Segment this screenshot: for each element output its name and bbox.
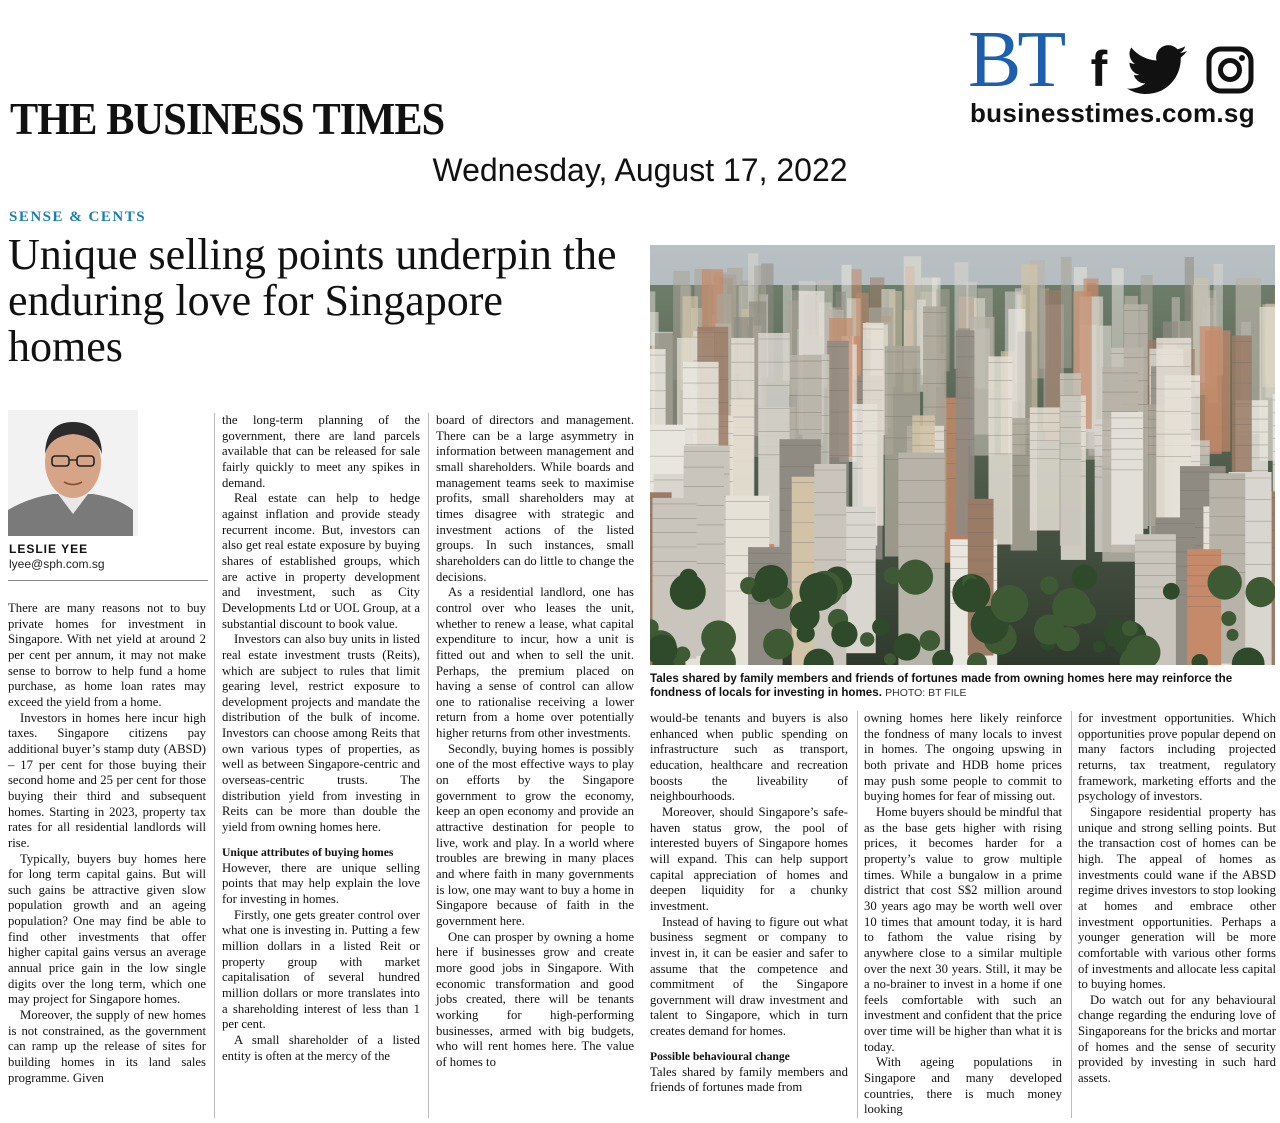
paragraph: Real estate can help to hedge against inflation and provide steady recurrent income. But, investors can also get real estate exposure by buying shares of established groups, which are active in property development and investment, such as City Developments Ltd or UOL Group, at a substantial discount to book value. bbox=[222, 491, 420, 631]
column-rule bbox=[214, 413, 215, 1118]
paragraph: As a residential landlord, one has control over who leases the unit, whether to renew a lease, what capital expenditure to incur, how a unit is fitted out and when to sell the unit. Perhaps, the premium placed on having a sense of control can allow one to rationalise receiving a lower return from a home over potentially higher returns from other investments. bbox=[436, 585, 634, 741]
publication-date: Wednesday, August 17, 2022 bbox=[432, 152, 848, 188]
masthead: THE BUSINESS TIMES bbox=[10, 93, 445, 144]
tree-shape bbox=[1163, 583, 1180, 600]
skyline-illustration bbox=[650, 245, 1275, 665]
paragraph: Do watch out for any behavioural change regarding the enduring love of Singaporeans for the bricks and mortar of homes and the sense of security provided by investing in such hard assets. bbox=[1078, 992, 1276, 1086]
paragraph: Investors can also buy units in listed real estate investment trusts (Reits), which are subject to rules that limit gearing level, restrict exposure to development projects and mandate the distribution of the bulk of income. Investors can choose among Reits that own various types of properties, as well as between Singapore-centric and overseas-centric trusts. The distribution yield from investing in Reits can be more than double the yield from owning homes here. bbox=[222, 632, 420, 835]
author-portrait bbox=[8, 410, 208, 536]
tree-shape bbox=[991, 585, 1029, 623]
tree-shape bbox=[872, 618, 889, 635]
paragraph: Investors in homes here incur high taxes. Singapore citizens pay additional buyer’s stamp duty (ABSD) – 17 per cent for those buying their second home and 25 per cent for those buying their third and subsequent homes. Starting in 2023, property tax rates for all residential landlords will rise. bbox=[8, 710, 206, 850]
article-column-5 bbox=[864, 711, 1062, 1118]
tree-shape bbox=[1246, 577, 1276, 607]
city-skyline-photo bbox=[650, 245, 1275, 665]
paragraph: for investment opportunities. Which opportunities prove popular depend on many factors including projected returns, tax treatment, regulatory framework, marketing efforts and the psychology of investors. bbox=[1078, 711, 1276, 804]
tree-shape bbox=[1221, 611, 1236, 626]
tree-shape bbox=[1122, 621, 1138, 637]
paragraph: Instead of having to figure out what business segment or company to invest in, it can be easier and safer to assume that the competence and commitment of the Singapore government will draw investment and talent to Singapore, which in turn creates demand for homes. bbox=[650, 914, 848, 1039]
tree-shape bbox=[884, 653, 896, 665]
tree-shape bbox=[1227, 629, 1239, 641]
paragraph: the long-term planning of the government, there are land parcels available that can be released for sale fairly quickly to meet any spikes in demand. bbox=[222, 413, 420, 490]
tree-shape bbox=[860, 632, 874, 646]
facebook-icon[interactable]: f bbox=[1090, 41, 1108, 97]
column-rule bbox=[857, 711, 858, 1118]
paragraph: Home buyers should be mindful that as the base gets higher with rising prices, it becomes harder for a property’s value to grow multiple times. While a bungalow in a prime district that cost S$2 million around 30 years ago may be worth well over 10 times that amount today, it is hard to fathom the value rising by anywhere close to a similar multiple over the next 30 years. Still, it may be a no-brainer to invest in a home if one feels comfortable with such an investment and confident that the price over time will be higher than what it is today. bbox=[864, 804, 1062, 1054]
article-headline: Unique selling points underpin the enduring love for Singapore homes bbox=[8, 230, 617, 371]
building-shape bbox=[898, 453, 944, 665]
building-shape bbox=[1200, 326, 1222, 454]
paragraph: Tales shared by family members and friends of fortunes made from bbox=[650, 1064, 848, 1095]
author-email[interactable]: lyee@sph.com.sg bbox=[9, 557, 105, 571]
paragraph: Moreover, the supply of new homes is not constrained, as the government can ramp up the release of sites for building homes in its land sales programme. Given bbox=[8, 1008, 206, 1085]
paragraph: With ageing populations in Singapore and many developed countries, there is much money looking bbox=[864, 1055, 1062, 1117]
bt-logo: BT bbox=[968, 16, 1063, 104]
paragraph: A small shareholder of a listed entity is often at the mercy of the bbox=[222, 1032, 420, 1063]
article-column-1 bbox=[8, 601, 206, 1086]
paragraph: owning homes here likely reinforce the fondness of many locals to invest in homes. The ongoing upswing in both private and HDB home prices may push some people to commit to buying homes for fear of missing out. bbox=[864, 711, 1062, 804]
tree-shape bbox=[1072, 565, 1097, 590]
tree-shape bbox=[1208, 565, 1242, 599]
tree-shape bbox=[754, 565, 788, 599]
article-column-4 bbox=[650, 711, 848, 1096]
paragraph: Firstly, one gets greater control over what one is investing in. Putting a few million dollars in a listed Reit or property group with market capitalisation of several hundred million dollars or more translates into a shareholding interest of less than 1 per cent. bbox=[222, 907, 420, 1032]
photo-caption bbox=[650, 672, 1275, 700]
section-kicker: SENSE & CENTS bbox=[9, 209, 147, 225]
author-name: LESLIE YEE bbox=[9, 542, 89, 556]
tree-shape bbox=[1093, 640, 1105, 652]
paragraph: However, there are unique selling points that may help explain the love for investing in homes. bbox=[222, 860, 420, 907]
tree-shape bbox=[679, 569, 697, 587]
article-column-3 bbox=[436, 413, 634, 1071]
tree-shape bbox=[964, 578, 981, 595]
tree-shape bbox=[920, 630, 941, 651]
paragraph: would-be tenants and buyers is also enhanced when public spending on infrastructure such as transport, education, healthcare and recreation boosts the liveability of neighbourhoods. bbox=[650, 711, 848, 804]
tree-shape bbox=[799, 573, 837, 611]
website-url[interactable]: businesstimes.com.sg bbox=[970, 98, 1255, 128]
building-shape bbox=[863, 323, 884, 526]
byline-divider bbox=[8, 580, 208, 581]
building-shape bbox=[1030, 407, 1060, 530]
article-column-2 bbox=[222, 413, 420, 1064]
paragraph: Moreover, should Singapore’s safe-haven status grow, the pool of interested buyers of Singapore homes will expand. This can help support capital appreciation of homes and deepen liquidity for a chunky investment. bbox=[650, 804, 848, 913]
building-shape bbox=[1187, 549, 1221, 665]
building-shape bbox=[1111, 412, 1143, 545]
tree-shape bbox=[763, 629, 794, 660]
caption-text: Tales shared by family members and friends of fortunes made from owning homes here may reinforce the fondness of locals for investing in homes. bbox=[650, 672, 1233, 699]
tree-shape bbox=[893, 633, 920, 660]
article-column-6 bbox=[1078, 711, 1276, 1087]
paragraph: There are many reasons not to buy private homes for investment in Singapore. With net yield at around 2 per cent per annum, it may not make sense to borrow to help fund a home purchase, as home loan rates may exceed the yield from a home. bbox=[8, 601, 206, 709]
tree-shape bbox=[920, 570, 933, 583]
paragraph: Singapore residential property has unique and strong selling points. But the transaction cost of homes can be high. The appeal of homes as investments could wane if the ABSD regime drives investors to stop looking at homes and embrace other investment opportunities. Perhaps a younger generation will be more comfortable with various other forms of investments and allocate less capital to buying homes. bbox=[1078, 804, 1276, 992]
instagram-icon[interactable] bbox=[1204, 44, 1256, 96]
tree-shape bbox=[1074, 602, 1096, 624]
paragraph: Secondly, buying homes is possibly one of the most effective ways to play on efforts by the Singapore government to grow the economy, keep an open economy and provide an attractive destination for people to live, work and play. In a world where troubles are brewing in many places and where faith in many governments is low, one may want to buy a home in Singapore because of faith in the government here. bbox=[436, 741, 634, 928]
column-rule bbox=[1071, 711, 1072, 1118]
twitter-icon[interactable] bbox=[1124, 44, 1190, 96]
column-rule bbox=[428, 413, 429, 1118]
tree-shape bbox=[884, 567, 901, 584]
paragraph: board of directors and management. There can be a large asymmetry in information between management and small shareholders. While boards and management teams seek to maximise profits, small shareholders may at times disagree with strategic and investment actions of the listed groups. In such instances, small shareholders can do little to change the decisions. bbox=[436, 413, 634, 584]
tree-shape bbox=[831, 621, 857, 647]
subheading: Unique attributes of buying homes bbox=[222, 845, 394, 859]
tree-shape bbox=[1056, 627, 1080, 651]
tree-shape bbox=[1040, 576, 1058, 594]
subheading: Possible behavioural change bbox=[650, 1049, 790, 1063]
paragraph: One can prosper by owning a home here if businesses grow and create more good jobs in Singapore. With economic transformation and good jobs created, there will be tenants working for high-performing businesses, armed with big budgets, who will rent homes here. The value of homes to bbox=[436, 929, 634, 1069]
paragraph: Typically, buyers buy homes here for long term capital gains. But will such gains be attractive given slow population growth and an ageing population? One may find be able to find other investments that offer higher capital gains versus an average annual price gain in the low single digits over the long term, which one may project for Singapore homes. bbox=[8, 851, 206, 1007]
photo-credit: PHOTO: BT FILE bbox=[885, 687, 967, 699]
